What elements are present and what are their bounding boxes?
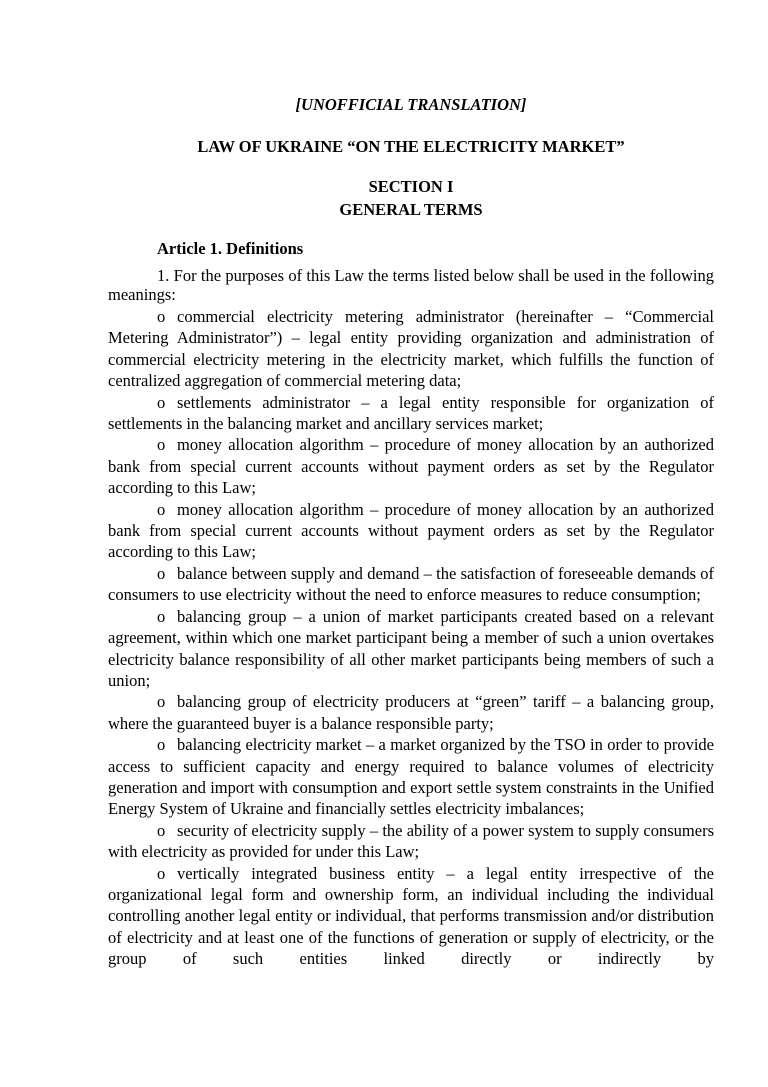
article-intro: 1. For the purposes of this Law the terms listed below shall be used in the following meanings: [108,266,714,304]
bullet-icon: o [157,820,166,840]
law-title: LAW OF UKRAINE “ON THE ELECTRICITY MARKET” [197,137,625,156]
article-body [108,266,714,970]
definition-text: settlements administrator – a legal entity responsible for organization of settlements in the balancing market and ancillary services market; [108,392,714,434]
definition-text: vertically integrated business entity – a legal entity irrespective of the organizational legal form and ownership form, an individual including the individual controlling another legal entity or individual, that performs transmission and/or distribution of electricity and at least one of the functions of generation or supply of electricity, or the group of such entities linked directly or indirectly by [108,863,714,969]
definition-item [108,392,714,435]
section-title: GENERAL TERMS [339,200,483,219]
article-heading: Article 1. Definitions [157,239,304,258]
definition-item [108,306,714,392]
bullet-icon: o [157,863,166,883]
translation-note: [UNOFFICIAL TRANSLATION] [295,95,527,114]
definition-item [108,734,714,820]
section-number: SECTION I [368,177,454,196]
definition-item [108,606,714,692]
definition-text: balance between supply and demand – the satisfaction of foreseeable demands of consumers to use electricity without the need to enforce measures to reduce consumption; [108,563,714,605]
definition-text: commercial electricity metering administrator (hereinafter – “Commercial Metering Administrator”) – legal entity providing organization and administration of commercial electricity metering in the electricity market, which fulfills the function of centralized aggregation of commercial metering data; [108,307,714,391]
bullet-icon: o [157,435,166,455]
bullet-icon: o [157,307,166,326]
bullet-icon: o [157,392,166,412]
definition-item [108,691,714,734]
definition-item [108,820,714,863]
definition-text: money allocation algorithm – procedure of money allocation by an authorized bank from special current accounts without payment orders as set by the Regulator according to this Law; [108,435,714,498]
definition-text: security of electricity supply – the ability of a power system to supply consumers with electricity as provided for under this Law; [108,820,714,862]
bullet-icon: o [157,692,166,712]
definition-text: money allocation algorithm – procedure of money allocation by an authorized bank from special current accounts without payment orders as set by the Regulator according to this Law; [108,499,714,562]
definition-item [108,563,714,606]
definition-item [108,499,714,563]
bullet-icon: o [157,735,166,755]
bullet-icon: o [157,563,166,583]
definition-item [108,863,714,970]
definition-text: balancing group of electricity producers at “green” tariff – a balancing group, where the guaranteed buyer is a balance responsible party; [108,692,714,733]
definition-text: balancing group – a union of market participants created based on a relevant agreement, within which one market participant being a member of such a union overtakes electricity balance responsibility of all other market participants being members of such a union; [108,606,714,690]
definition-text: balancing electricity market – a market organized by the TSO in order to provide access to sufficient capacity and energy required to balance volumes of electricity generation and import with consumption and export settle system constraints in the Unified Energy System of Ukraine and financially settles electricity imbalances; [108,735,714,819]
bullet-icon: o [157,606,166,626]
bullet-icon: o [157,499,166,519]
definitions-list [108,306,714,970]
definition-item [108,434,714,498]
